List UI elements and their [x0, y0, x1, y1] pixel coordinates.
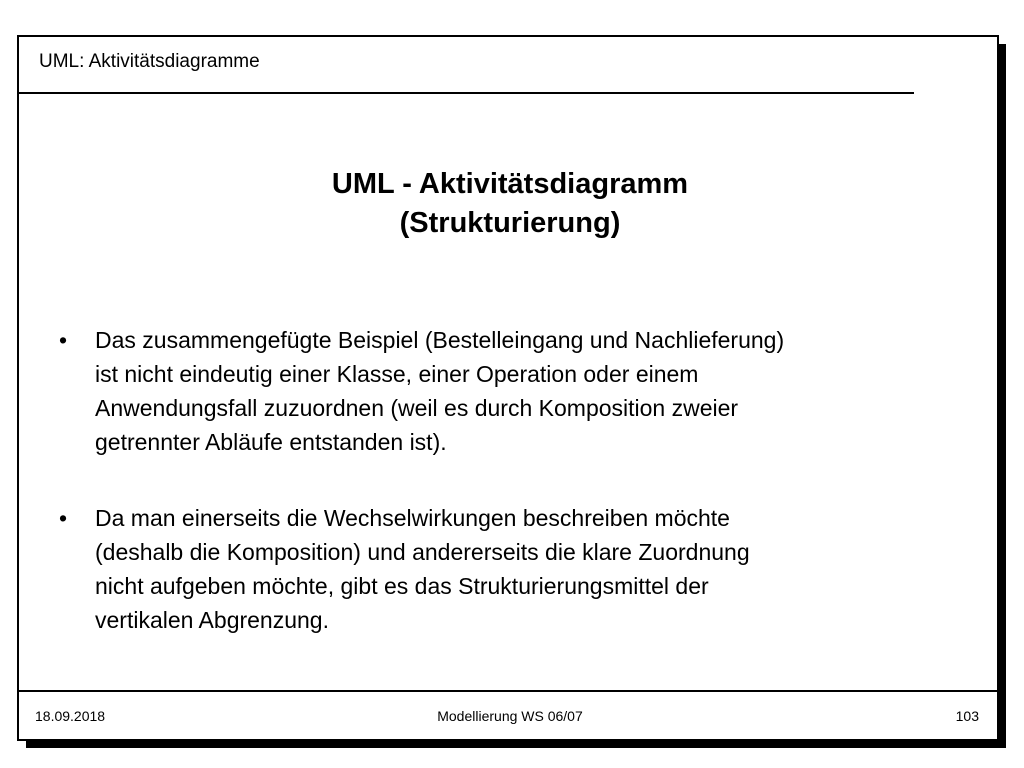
bullet-line: ist nicht eindeutig einer Klasse, einer Operation oder einem — [95, 361, 699, 387]
slide-title-line-2: (Strukturierung) — [399, 207, 621, 239]
bullet-line: getrennter Abläufe entstanden ist). — [95, 429, 447, 455]
bullet-line: Das zusammengefügte Beispiel (Bestelleingang und Nachlieferung) — [95, 327, 785, 353]
bullet-line: Anwendungsfall zuzuordnen (weil es durch Komposition zweier — [95, 395, 739, 421]
bullet-line: nicht aufgeben möchte, gibt es das Strukturierungsmittel der — [95, 573, 709, 599]
slide-title — [19, 165, 1001, 243]
bullet-marker: • — [59, 327, 68, 353]
footer-date: 18.09.2018 — [35, 708, 106, 724]
header-divider — [19, 92, 914, 94]
slide-header: UML: Aktivitätsdiagramme — [39, 51, 260, 72]
bullet-list — [59, 323, 959, 679]
slide-title-line-1: UML - Aktivitätsdiagramm — [331, 168, 689, 200]
bullet-line: vertikalen Abgrenzung. — [95, 607, 329, 633]
bullet-line: Da man einerseits die Wechselwirkungen beschreiben möchte — [95, 505, 730, 531]
footer-page-number: 103 — [955, 708, 979, 724]
bullet-item — [59, 501, 959, 637]
bullet-marker: • — [59, 505, 68, 531]
bullet-item — [59, 323, 959, 459]
slide — [17, 35, 999, 741]
footer-course: Modellierung WS 06/07 — [437, 708, 583, 724]
footer-divider — [19, 690, 997, 692]
bullet-line: (deshalb die Komposition) und andererseits die klare Zuordnung — [95, 539, 750, 565]
